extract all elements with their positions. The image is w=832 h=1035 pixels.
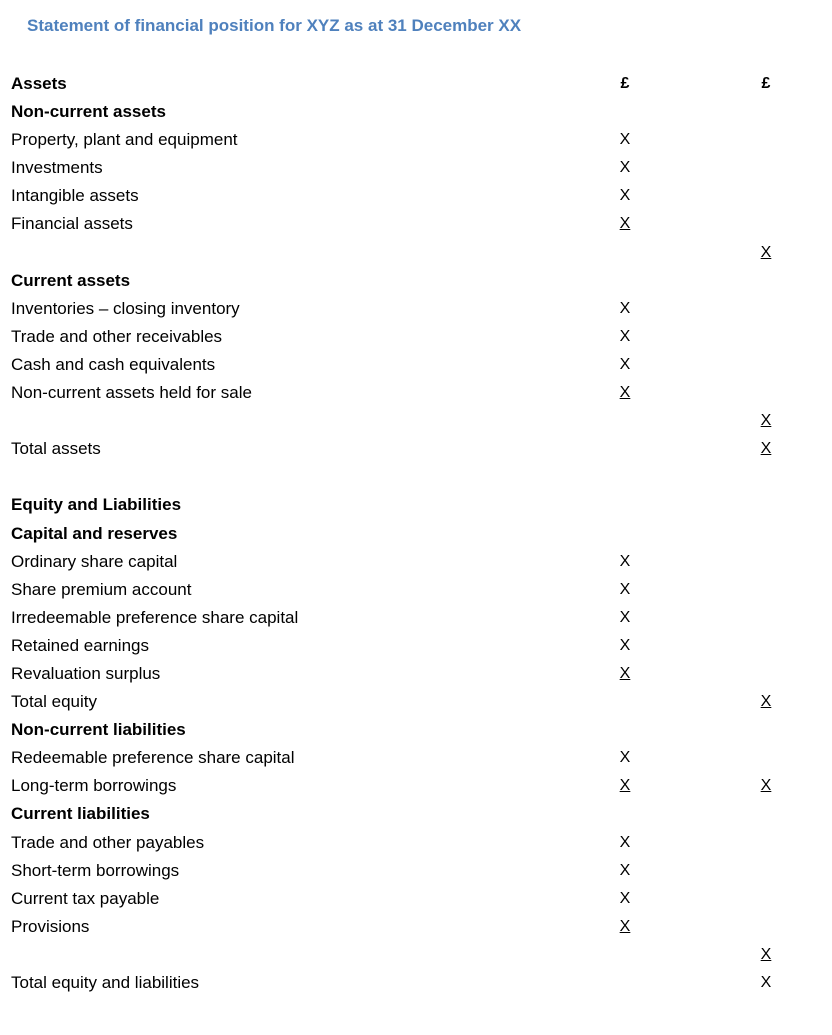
row-label: Cash and cash equivalents [11,354,216,374]
table-row [0,772,832,800]
first-column-value: X [619,299,631,317]
second-column-value: X [760,945,772,963]
row-label: Non-current assets held for sale [11,383,252,403]
first-column-value: X [619,355,631,373]
financial-position-table [0,70,832,997]
row-label: Assets [11,74,67,93]
table-row [0,885,832,913]
first-column-value: X [619,215,631,233]
second-column-value: X [760,243,772,261]
row-label: Ordinary share capital [11,551,178,571]
second-column-value: X [760,412,772,430]
table-row [0,267,832,295]
row-label: Equity and Liabilities [11,495,182,515]
row-label: Non-current liabilities [11,720,186,740]
row-label: Share premium account [11,579,192,599]
row-label: Trade and other receivables [11,326,223,346]
row-label: Capital and reserves [11,523,178,543]
row-label: Property, plant and equipment [11,130,238,150]
row-label: Irredeemable preference share capital [11,607,299,627]
statement-title: Statement of financial position for XYZ as at 31 December XX [27,16,522,35]
table-row [0,604,832,632]
first-column-value: X [619,833,631,851]
row-label: Total equity [11,692,97,712]
table-row [0,969,832,997]
first-column-value: X [619,608,631,626]
second-column-value: X [760,440,772,458]
second-column-value: X [760,777,772,795]
table-row [0,491,832,519]
first-column-value: X [619,187,631,205]
first-column-value: X [619,384,631,402]
row-label: Financial assets [11,214,133,234]
second-column-value: X [760,974,772,991]
first-column-value: X [619,552,631,570]
table-row [0,463,832,491]
first-column-value: X [619,327,631,345]
row-label: Inventories – closing inventory [11,298,240,318]
row-label: Total assets [11,439,101,459]
table-row [0,323,832,351]
table-row [0,632,832,660]
table-row [0,379,832,407]
table-row [0,548,832,576]
table-row [0,182,832,210]
table-row [0,800,832,828]
row-label: Redeemable preference share capital [11,748,295,768]
row-label: Non-current assets [11,102,166,122]
row-label: Short-term borrowings [11,860,180,880]
table-row [0,576,832,604]
first-column-value: X [619,664,631,682]
row-label: Total equity and liabilities [11,973,200,992]
row-label: Revaluation surplus [11,663,161,683]
first-column-value: X [619,636,631,654]
table-row [0,660,832,688]
first-column-value: X [619,889,631,907]
first-column-value: X [619,777,631,795]
row-label: Retained earnings [11,635,149,655]
table-row [0,351,832,379]
first-column-value: X [619,131,631,149]
first-column-value: X [619,749,631,767]
table-row [0,70,832,98]
row-label: Current assets [11,270,131,290]
row-label: Intangible assets [11,186,139,206]
table-row [0,744,832,772]
row-label: Current liabilities [11,804,150,824]
row-label: Investments [11,158,103,178]
first-column-value: X [619,159,631,177]
table-row [0,239,832,267]
second-column-value: X [760,693,772,711]
first-column-value: X [619,580,631,598]
table-row [0,941,832,969]
table-row [0,407,832,435]
table-row [0,154,832,182]
table-row [0,435,832,463]
table-row [0,98,832,126]
first-column-value: £ [620,75,630,92]
table-row [0,913,832,941]
row-label: Provisions [11,916,90,936]
table-row [0,126,832,154]
table-row [0,520,832,548]
row-label: Trade and other payables [11,832,205,852]
table-row [0,688,832,716]
row-label: Current tax payable [11,888,160,908]
table-row [0,295,832,323]
table-row [0,210,832,238]
second-column-value: £ [761,75,771,92]
row-label: Long-term borrowings [11,776,177,796]
table-row [0,716,832,744]
first-column-value: X [619,861,631,879]
table-row [0,829,832,857]
table-row [0,857,832,885]
first-column-value: X [619,917,631,935]
